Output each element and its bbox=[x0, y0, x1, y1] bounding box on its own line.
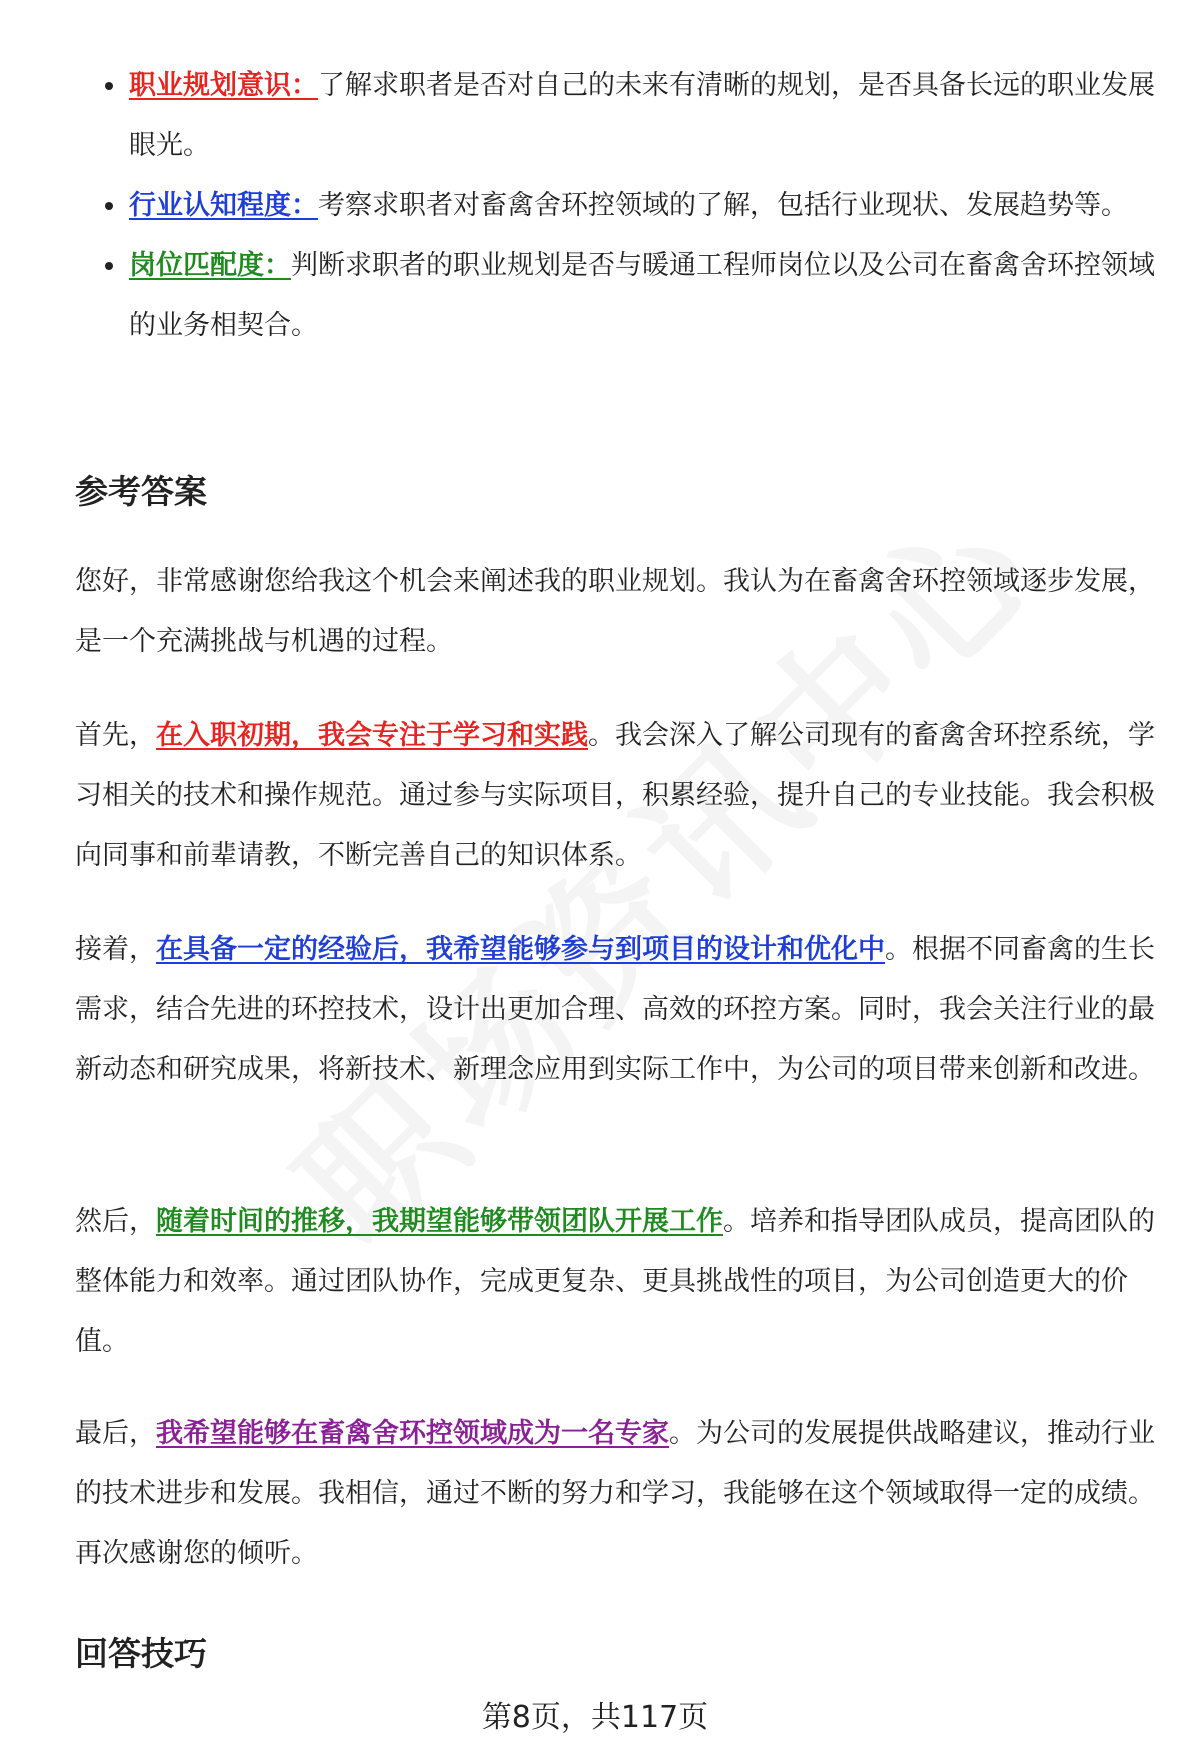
paragraph-highlight: 在具备一定的经验后，我希望能够参与到项目的设计和优化中 bbox=[156, 934, 885, 965]
bullet-icon bbox=[105, 202, 113, 210]
bullet-icon bbox=[105, 262, 113, 270]
criteria-item-industry-knowledge bbox=[75, 176, 1160, 236]
answer-paragraph-first bbox=[75, 706, 1160, 886]
paragraph-lead: 接着， bbox=[75, 934, 156, 965]
answer-intro: 您好，非常感谢您给我这个机会来阐述我的职业规划。我认为在畜禽舍环控领域逐步发展，是一个充满挑战与机遇的过程。 bbox=[75, 566, 1155, 657]
criteria-item-career-planning bbox=[75, 56, 1160, 176]
criteria-item-job-fit bbox=[75, 236, 1160, 356]
criteria-label: 职业规划意识： bbox=[129, 70, 318, 101]
answer-paragraph-next bbox=[75, 920, 1160, 1100]
paragraph-text: 。为公司的发展提供战略建议，推动行业的技术进步和发展。我相信，通过不断的努力和学习，我能够在这个领域取得一定的成绩。再次感谢您的倾听。 bbox=[75, 1418, 1155, 1569]
paragraph-highlight: 在入职初期，我会专注于学习和实践 bbox=[156, 720, 588, 751]
paragraph-lead: 最后， bbox=[75, 1418, 156, 1449]
answer-paragraph-then bbox=[75, 1192, 1160, 1372]
paragraph-text: 。我会深入了解公司现有的畜禽舍环控系统，学习相关的技术和操作规范。通过参与实际项目，积累经验，提升自己的专业技能。我会积极向同事和前辈请教，不断完善自己的知识体系。 bbox=[75, 720, 1155, 871]
criteria-list bbox=[75, 56, 1160, 356]
bullet-icon bbox=[105, 82, 113, 90]
paragraph-text: 。培养和指导团队成员，提高团队的整体能力和效率。通过团队协作，完成更复杂、更具挑战性的项目，为公司创造更大的价值。 bbox=[75, 1206, 1155, 1357]
paragraph-highlight: 我希望能够在畜禽舍环控领域成为一名专家 bbox=[156, 1418, 669, 1449]
criteria-text: 了解求职者是否对自己的未来有清晰的规划，是否具备长远的职业发展眼光。 bbox=[129, 70, 1155, 161]
paragraph-lead: 首先， bbox=[75, 720, 156, 751]
criteria-label: 行业认知程度： bbox=[129, 190, 318, 221]
answer-paragraph-last bbox=[75, 1404, 1160, 1584]
paragraph-lead: 然后， bbox=[75, 1206, 156, 1237]
tips-heading: 回答技巧 bbox=[75, 1634, 207, 1673]
answer-heading: 参考答案 bbox=[75, 472, 207, 511]
page-number: 第8页，共117页 bbox=[481, 1700, 709, 1735]
criteria-text: 判断求职者的职业规划是否与暖通工程师岗位以及公司在畜禽舍环控领域的业务相契合。 bbox=[129, 250, 1155, 341]
paragraph-highlight: 随着时间的推移，我期望能够带领团队开展工作 bbox=[156, 1206, 723, 1237]
criteria-label: 岗位匹配度： bbox=[129, 250, 291, 281]
criteria-text: 考察求职者对畜禽舍环控领域的了解，包括行业现状、发展趋势等。 bbox=[318, 190, 1128, 221]
paragraph-text: 。根据不同畜禽的生长需求，结合先进的环控技术，设计出更加合理、高效的环控方案。同时，我会关注行业的最新动态和研究成果，将新技术、新理念应用到实际工作中，为公司的项目带来创新和改进。 bbox=[75, 934, 1155, 1085]
